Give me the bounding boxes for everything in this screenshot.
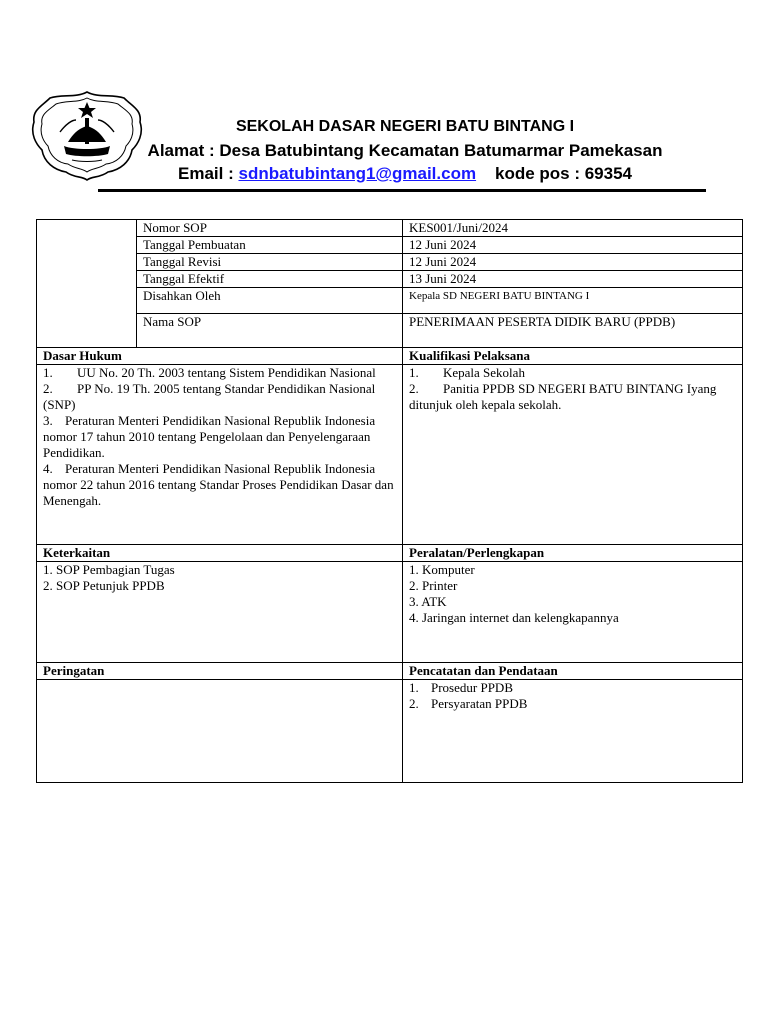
section-title: Pencatatan dan Pendataan — [403, 663, 743, 680]
info-row — [37, 220, 743, 237]
info-value: KES001/Juni/2024 — [403, 220, 743, 237]
school-name: SEKOLAH DASAR NEGERI BATU BINTANG I — [235, 118, 575, 135]
keterkaitan-list — [37, 562, 403, 663]
info-label: Tanggal Pembuatan — [137, 237, 403, 254]
section-header-row — [37, 663, 743, 680]
pencatatan-list — [403, 680, 743, 783]
section-header-row — [37, 348, 743, 365]
blank-cell — [37, 220, 137, 348]
section-title: Kualifikasi Pelaksana — [403, 348, 743, 365]
dasar-hukum-list — [37, 365, 403, 545]
section-title: Peringatan — [37, 663, 403, 680]
list-item: 1. UU No. 20 Th. 2003 tentang Sistem Pendidikan Nasional — [43, 365, 376, 380]
list-item: 3. ATK — [409, 594, 447, 609]
section-content-row — [37, 680, 743, 783]
info-label: Nomor SOP — [137, 220, 403, 237]
section-title: Keterkaitan — [37, 545, 403, 562]
list-item: 2. Panitia PPDB SD NEGERI BATU BINTANG Iyang ditunjuk oleh kepala sekolah. — [409, 381, 717, 412]
info-value: Kepala SD NEGERI BATU BINTANG I — [403, 288, 743, 314]
info-value: 12 Juni 2024 — [403, 237, 743, 254]
section-title: Dasar Hukum — [37, 348, 403, 365]
email-link[interactable]: sdnbatubintang1@gmail.com — [238, 164, 477, 183]
sop-table — [36, 219, 743, 783]
info-row — [37, 254, 743, 271]
school-address: Alamat : Desa Batubintang Kecamatan Batumarmar Pamekasan — [147, 141, 663, 160]
document-header — [0, 0, 768, 200]
peralatan-list — [403, 562, 743, 663]
kualifikasi-list — [403, 365, 743, 545]
info-value: 12 Juni 2024 — [403, 254, 743, 271]
list-item: 1. Komputer — [409, 562, 475, 577]
list-item: 3. Peraturan Menteri Pendidikan Nasional Republik Indonesia nomor 17 tahun 2010 tentang Pengelolaan dan Penyelengaraan Pendidikan. — [43, 413, 376, 460]
section-content-row — [37, 562, 743, 663]
info-label: Tanggal Efektif — [137, 271, 403, 288]
list-item: 4. Jaringan internet dan kelengkapannya — [409, 610, 619, 625]
header-divider — [98, 189, 706, 192]
info-label: Nama SOP — [137, 314, 403, 348]
email-label: Email : — [178, 164, 234, 183]
list-item: 2. Persyaratan PPDB — [409, 696, 528, 711]
list-item: 2. PP No. 19 Th. 2005 tentang Standar Pendidikan Nasional (SNP) — [43, 381, 376, 412]
info-value: 13 Juni 2024 — [403, 271, 743, 288]
list-item: 1. Kepala Sekolah — [409, 365, 525, 380]
list-item: 1. SOP Pembagian Tugas — [43, 562, 175, 577]
list-item: 2. SOP Petunjuk PPDB — [43, 578, 165, 593]
list-item: 2. Printer — [409, 578, 458, 593]
peringatan-content — [37, 680, 403, 783]
info-label: Disahkan Oleh — [137, 288, 403, 314]
postal-code: kode pos : 69354 — [494, 164, 632, 183]
list-item: 4. Peraturan Menteri Pendidikan Nasional Republik Indonesia nomor 22 tahun 2016 tentang Standar Proses Pendidikan Dasar dan Menengah. — [43, 461, 394, 508]
info-row — [37, 237, 743, 254]
list-item: 1. Prosedur PPDB — [409, 680, 513, 695]
info-row — [37, 288, 743, 314]
section-content-row — [37, 365, 743, 545]
section-header-row — [37, 545, 743, 562]
info-value: PENERIMAAN PESERTA DIDIK BARU (PPDB) — [403, 314, 743, 348]
section-title: Peralatan/Perlengkapan — [403, 545, 743, 562]
info-label: Tanggal Revisi — [137, 254, 403, 271]
contact-line — [0, 164, 768, 184]
info-row — [37, 271, 743, 288]
info-row — [37, 314, 743, 348]
